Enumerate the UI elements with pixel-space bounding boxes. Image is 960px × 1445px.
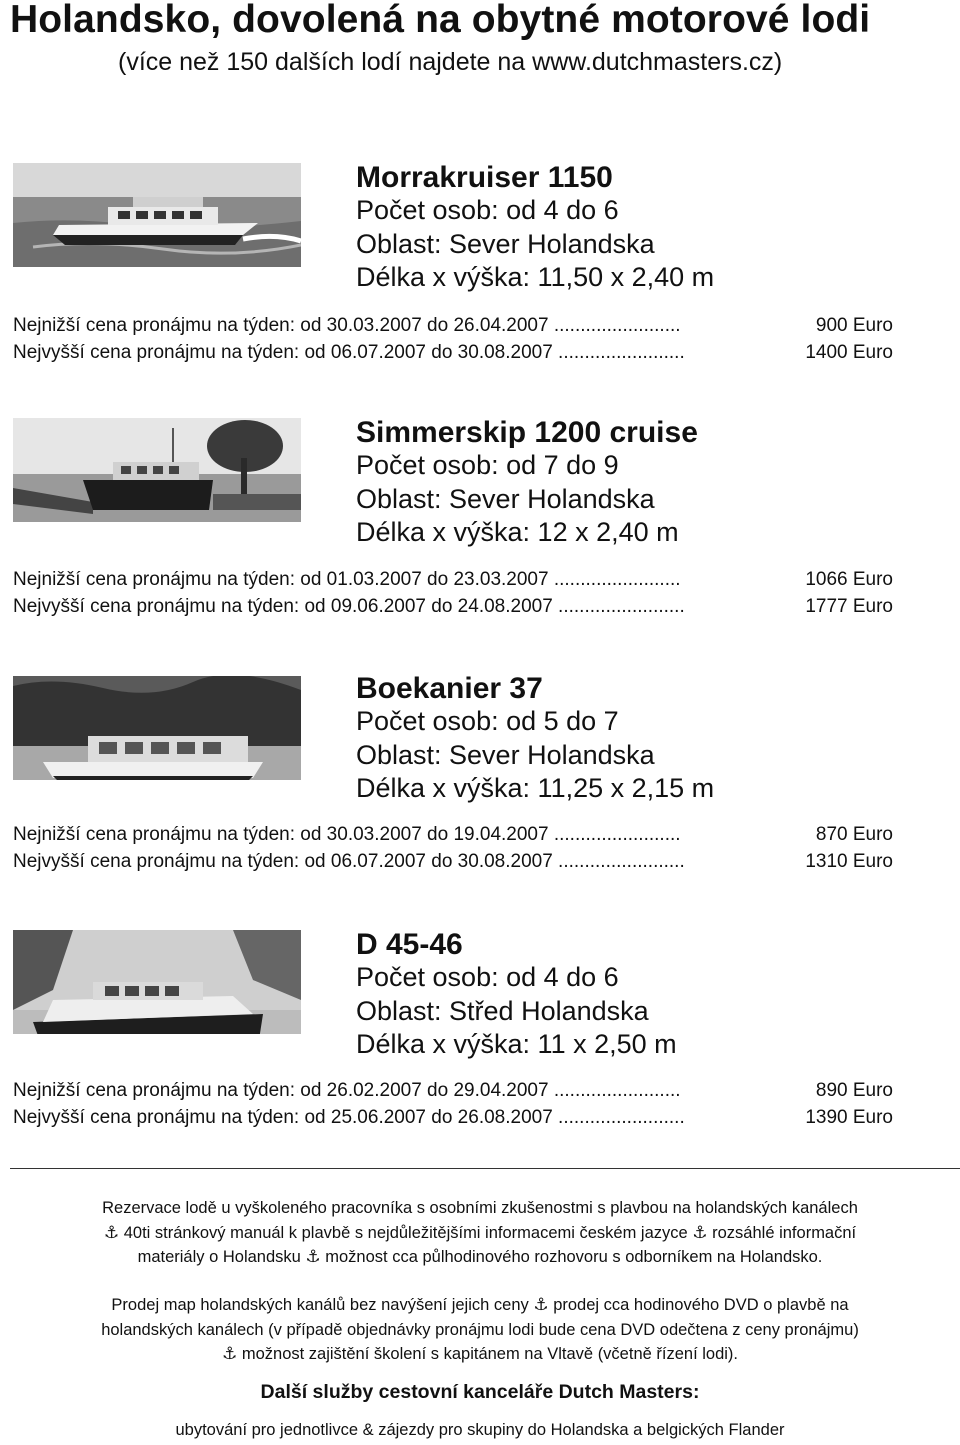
footer-paragraph-1: [0, 1196, 960, 1270]
boat-photo: [13, 163, 301, 267]
boat-persons: Počet osob: od 4 do 6: [356, 195, 619, 225]
footer-line: [0, 1221, 960, 1246]
services-title: Další služby cestovní kanceláře Dutch Masters:: [260, 1381, 700, 1403]
boat-persons: Počet osob: od 4 do 6: [356, 962, 619, 992]
price-low-label: Nejnižší cena pronájmu na týden: od 26.02.2007 do 29.04.2007 ........................: [13, 1080, 681, 1101]
footer-text: materiály o Holandsku: [137, 1248, 301, 1266]
boat-name: Simmerskip 1200 cruise: [356, 416, 698, 449]
price-low-label: Nejnižší cena pronájmu na týden: od 30.03.2007 do 19.04.2007 ........................: [13, 824, 681, 845]
price-high-label: Nejvyšší cena pronájmu na týden: od 06.07.2007 do 30.08.2007 ........................: [13, 342, 685, 363]
boat-photo: [13, 676, 301, 780]
boat-size: Délka x výška: 11 x 2,50 m: [356, 1029, 677, 1059]
boat-info: [356, 161, 714, 295]
price-low-label: Nejnižší cena pronájmu na týden: od 01.03.2007 do 23.03.2007 ........................: [13, 569, 681, 590]
footer-line: [0, 1245, 960, 1270]
boat-photo: [13, 930, 301, 1034]
price-low-value: 1066 Euro: [805, 569, 893, 590]
boat-listing: [0, 410, 960, 650]
footer-paragraph-2: [0, 1293, 960, 1367]
boat-listing: [0, 155, 960, 395]
anchor-icon: ⚓: [533, 1295, 549, 1314]
services-text: ubytování pro jednotlivce & zájezdy pro skupiny do Holandska a belgických Flander: [175, 1421, 785, 1439]
footer-line: [0, 1293, 960, 1318]
footer-line: [0, 1342, 960, 1367]
footer-text: prodej cca hodinového DVD o plavbě na: [553, 1296, 849, 1314]
boat-region: Oblast: Sever Holandska: [356, 483, 655, 514]
anchor-icon: ⚓: [692, 1222, 708, 1242]
page-subtitle: (více než 150 dalších lodí najdete na www.dutchmasters.cz): [118, 48, 783, 76]
boat-photo: [13, 418, 301, 522]
boat-info: [356, 672, 714, 806]
footer-text: možnost zajištění školení s kapitánem na Vltavě (včetně řízení lodi).: [241, 1345, 738, 1363]
boat-region: Oblast: Sever Holandska: [356, 739, 655, 770]
page-title: Holandsko, dovolená na obytné motorové lodi: [10, 0, 871, 41]
boat-size: Délka x výška: 12 x 2,40 m: [356, 517, 679, 547]
boat-region: Oblast: Sever Holandska: [356, 228, 655, 259]
boat-listing: [0, 666, 960, 906]
price-low-value: 890 Euro: [815, 1080, 893, 1101]
boat-name: Boekanier 37: [356, 672, 543, 705]
boat-name: Morrakruiser 1150: [356, 161, 613, 194]
footer-line: Rezervace lodě u vyškoleného pracovníka s osobními zkušenostmi s plavbou na holandských kanálech: [102, 1199, 858, 1217]
divider: [10, 1168, 960, 1169]
boat-persons: Počet osob: od 7 do 9: [356, 450, 619, 480]
price-high-label: Nejvyšší cena pronájmu na týden: od 06.07.2007 do 30.08.2007 ........................: [13, 851, 685, 872]
boat-info: [356, 416, 698, 550]
price-low-value: 900 Euro: [815, 315, 893, 336]
anchor-icon: ⚓: [103, 1222, 120, 1242]
price-high-value: 1777 Euro: [805, 596, 893, 617]
footer-text: rozsáhlé informační: [712, 1223, 857, 1242]
price-low-value: 870 Euro: [815, 824, 893, 845]
boat-size: Délka x výška: 11,25 x 2,15 m: [356, 773, 715, 803]
price-high-label: Nejvyšší cena pronájmu na týden: od 09.06.2007 do 24.08.2007 ........................: [13, 596, 685, 617]
price-high-value: 1390 Euro: [805, 1107, 893, 1128]
price-high-value: 1310 Euro: [805, 851, 893, 872]
price-high-label: Nejvyšší cena pronájmu na týden: od 25.06.2007 do 26.08.2007 ........................: [13, 1107, 685, 1128]
boat-name: D 45-46: [356, 928, 463, 961]
footer-text: možnost cca půlhodinového rozhovoru s odborníkem na Holandsko.: [325, 1248, 823, 1266]
footer-text: 40ti stránkový manuál k plavbě s nejdůležitějšími informacemi českém jazyce: [123, 1223, 688, 1242]
boat-region: Oblast: Střed Holandska: [356, 995, 649, 1026]
footer-line: holandských kanálech (v případě objednávky pronájmu lodi bude cena DVD odečtena z ceny pronájmu): [101, 1320, 859, 1339]
boat-info: [356, 928, 677, 1062]
boat-persons: Počet osob: od 5 do 7: [356, 706, 619, 736]
footer-text: Prodej map holandských kanálů bez navýšení jejich ceny: [111, 1296, 529, 1314]
boat-size: Délka x výška: 11,50 x 2,40 m: [356, 262, 715, 292]
anchor-icon: ⚓: [222, 1344, 238, 1363]
boat-listing: [0, 922, 960, 1162]
anchor-icon: ⚓: [305, 1247, 321, 1266]
price-high-value: 1400 Euro: [805, 342, 893, 363]
price-low-label: Nejnižší cena pronájmu na týden: od 30.03.2007 do 26.04.2007 ........................: [13, 315, 681, 336]
